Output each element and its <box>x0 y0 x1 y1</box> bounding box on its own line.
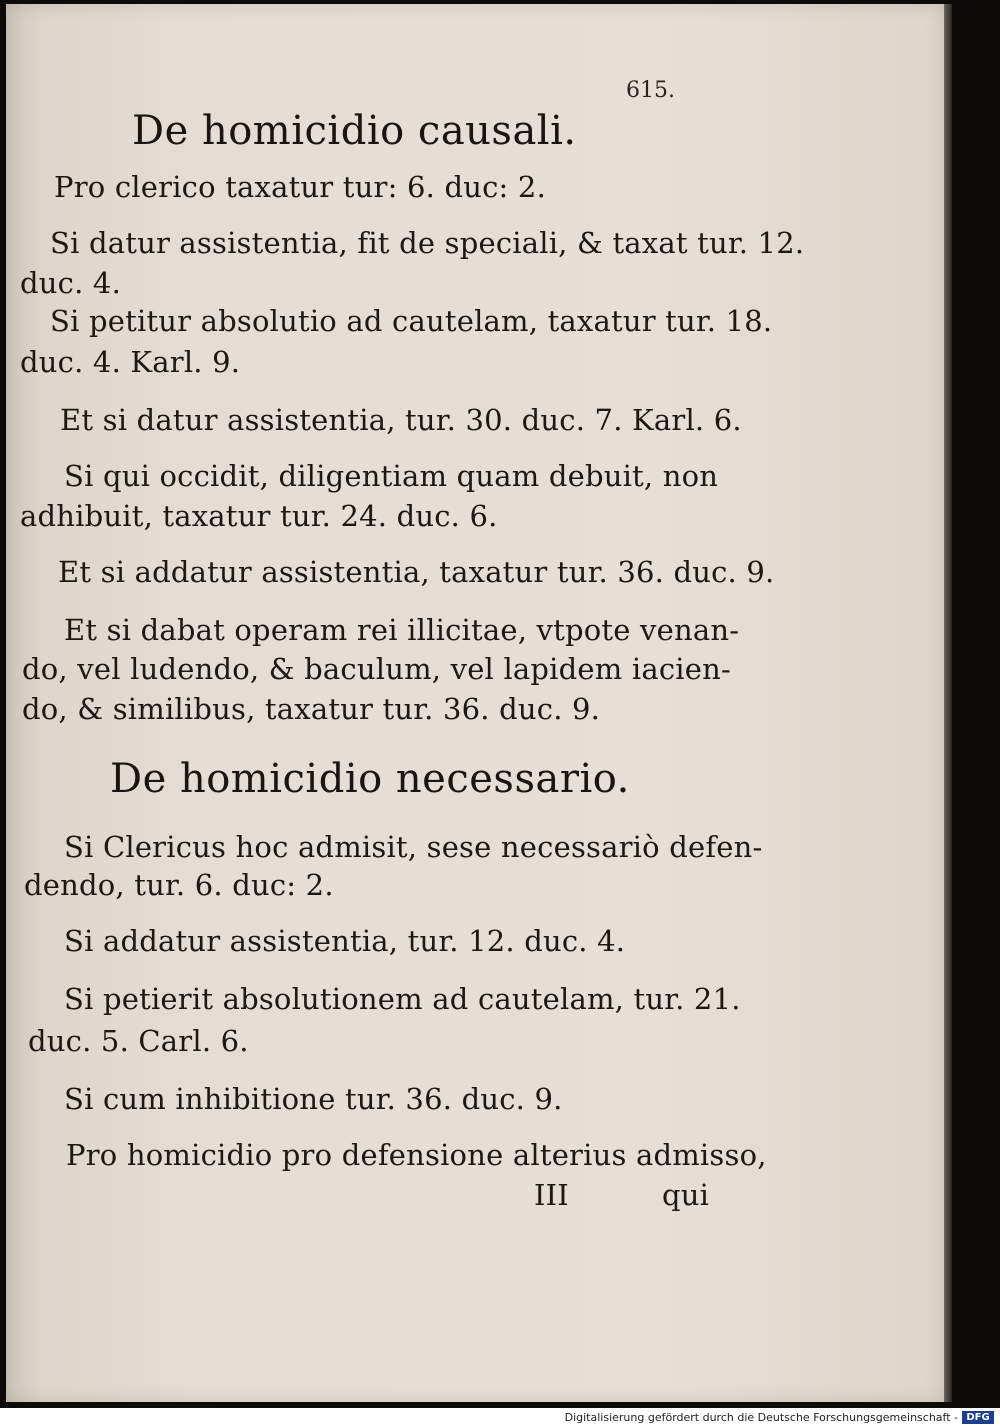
text-line: do, & similibus, taxatur tur. 36. duc. 9. <box>22 692 601 726</box>
text-line: Si cum inhibitione tur. 36. duc. 9. <box>64 1082 563 1116</box>
footer-bar <box>0 1408 1000 1428</box>
section-heading-causali: De homicidio causali. <box>132 108 577 154</box>
text-line: Si petitur absolutio ad cautelam, taxatur tur. 18. <box>50 304 773 338</box>
text-line: adhibuit, taxatur tur. 24. duc. 6. <box>20 499 498 533</box>
dfg-logo: DFG <box>962 1411 994 1424</box>
text-line: duc. 4. <box>20 266 121 300</box>
text-line: Si datur assistentia, fit de speciali, & taxat tur. 12. <box>50 226 805 260</box>
text-line: Si qui occidit, diligentiam quam debuit, non <box>64 459 719 493</box>
text-line: Si petierit absolutionem ad cautelam, tur. 21. <box>64 982 741 1016</box>
text-line: Si Clericus hoc admisit, sese necessariò defen- <box>64 830 763 864</box>
funding-credit: Digitalisierung gefördert durch die Deutsche Forschungsgemeinschaft - <box>564 1411 958 1424</box>
text-line: dendo, tur. 6. duc: 2. <box>24 868 334 902</box>
page-edge <box>944 4 952 1402</box>
text-line: Pro clerico taxatur tur: 6. duc: 2. <box>54 170 546 204</box>
text-line: Et si datur assistentia, tur. 30. duc. 7. Karl. 6. <box>60 403 742 437</box>
text-line: duc. 4. Karl. 9. <box>20 345 241 379</box>
text-line: Et si dabat operam rei illicitae, vtpote venan- <box>64 613 740 647</box>
signature-mark: III <box>534 1178 569 1212</box>
text-line: duc. 5. Carl. 6. <box>28 1024 249 1058</box>
catchword: qui <box>662 1178 710 1212</box>
text-line: do, vel ludendo, & baculum, vel lapidem iacien- <box>22 652 732 686</box>
book-page <box>6 4 944 1402</box>
section-heading-necessario: De homicidio necessario. <box>110 756 630 802</box>
folio-number: 615. <box>626 78 675 103</box>
text-line: Si addatur assistentia, tur. 12. duc. 4. <box>64 924 626 958</box>
text-line: Pro homicidio pro defensione alterius admisso, <box>66 1138 767 1172</box>
text-line: Et si addatur assistentia, taxatur tur. 36. duc. 9. <box>58 555 775 589</box>
